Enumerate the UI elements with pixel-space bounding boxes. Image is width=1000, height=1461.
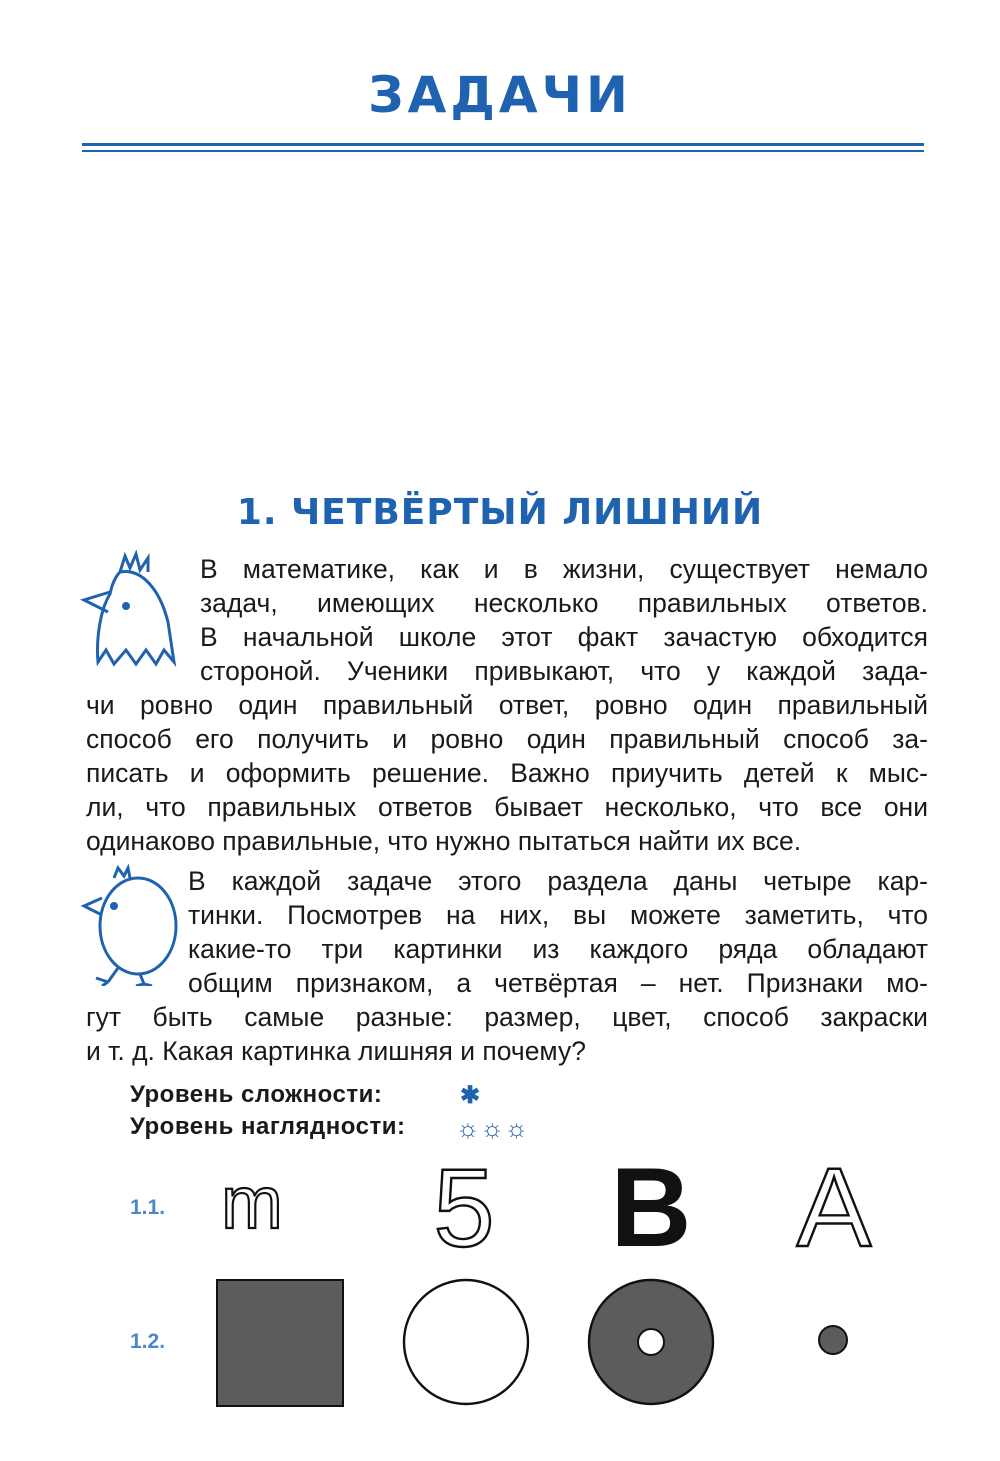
paragraph-line: одинаково правильные, что нужно пытаться найти их все. [86,826,802,856]
paragraph-line: писать и оформить решение. Важно приучить детей к мыс- [86,758,928,788]
rooster-icon [80,550,180,678]
task-label: 1.1. [130,1196,166,1219]
section-heading: 1. ЧЕТВЁРТЫЙ ЛИШНИЙ [236,492,764,533]
letter-b-solid: B [610,1150,692,1260]
paragraph-line: В каждой задаче этого раздела даны четыре кар- [188,866,928,896]
small-dot [819,1326,847,1354]
paragraph-line: общим признаком, а четвёртая – нет. Признаки мо- [188,968,928,998]
letter-m-outline: m [221,1161,283,1244]
task-1-1-items [200,1150,920,1260]
chick-icon [78,862,182,986]
task-label: 1.2. [130,1330,166,1353]
visual-level [130,1113,529,1143]
paragraph-line: гут быть самые разные: размер, цвет, способ закраски [86,1002,928,1032]
visual-label: Уровень наглядности: [130,1113,406,1140]
paragraph-line: тинки. Посмотрев на них, вы можете заметить, что [188,900,928,930]
page-title: ЗАДАЧИ [368,66,632,124]
difficulty-label: Уровень сложности: [130,1081,383,1108]
task-paragraph [188,864,928,1000]
difficulty-value: ✱ [460,1082,481,1109]
ring-hole [638,1329,664,1355]
digit-5-outline: 5 [433,1150,495,1260]
title-rule [82,143,924,146]
paragraph-line: способ его получить и ровно один правильный способ за- [86,724,928,754]
paragraph-line: задач, имеющих несколько правильных ответов. [200,588,928,618]
paragraph-line: стороной. Ученики привыкают, что у каждой зада- [200,656,928,686]
paragraph-line: ли, что правильных ответов бывает несколько, что все они [86,792,928,822]
difficulty-level [130,1081,481,1109]
paragraph-line: и т. д. Какая картинка лишняя и почему? [86,1036,586,1066]
task-1-2-items [200,1270,920,1420]
dark-square [217,1280,343,1406]
title-rule-thin [82,150,924,152]
paragraph-line: чи ровно один правильный ответ, ровно один правильный [86,690,928,720]
paragraph-line: В математике, как и в жизни, существует немало [200,554,928,584]
paragraph-line: какие-то три картинки из каждого ряда обладают [188,934,928,964]
visual-value: ☼☼☼ [456,1113,529,1143]
intro-paragraph [200,552,928,688]
intro-paragraph-cont [86,688,928,858]
letter-a-outline: A [796,1150,872,1260]
white-circle [404,1280,528,1404]
task-paragraph-cont [86,1000,928,1068]
paragraph-line: В начальной школе этот факт зачастую обходится [200,622,928,652]
